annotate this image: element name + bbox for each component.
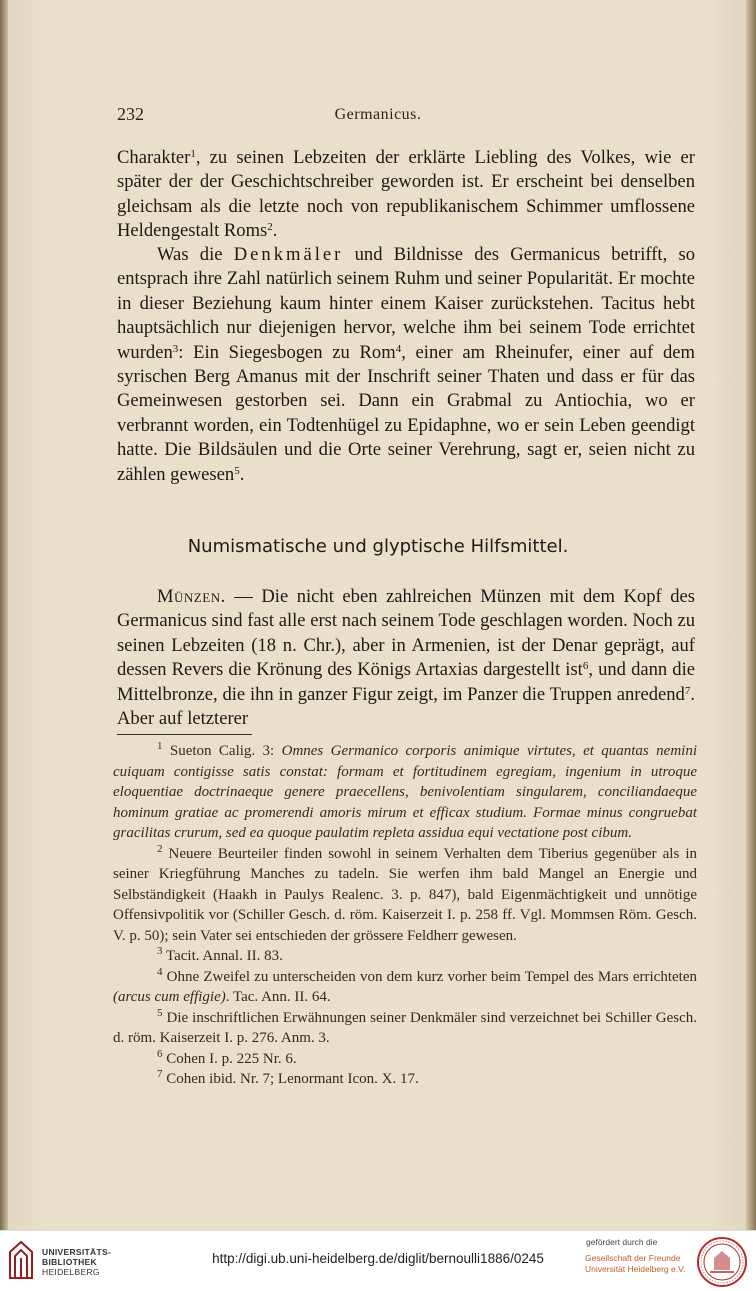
footnote-4: $^4$ Ohne Zweifel zu unterscheiden von dem kurz vorher beim Tempel des Mars errichteten (arcus cum effigie). Tac. Ann. II. 64.	[113, 965, 697, 1005]
paragraph-1: Charakter$^1$, zu seinen Lebzeiten der erklärte Liebling des Volkes, wie er später der der Geschichtschreiber geworden ist. Er erscheint bei denselben gleichsam als die letzte noch von republikanischem Schimmer umflossene Heldengestalt Roms$^2$.	[117, 147, 695, 242]
section-heading: Numismatische und glyptische Hilfsmittel.	[187, 536, 569, 557]
university-seal-icon	[696, 1236, 748, 1288]
spaced-term-denkmaeler: Denkmäler	[233, 244, 344, 265]
paragraph-3: Münzen. — Die nicht eben zahlreichen Münzen mit dem Kopf des Germanicus sind fast alle erst nach seinem Tode geschlagen worden. Noch zu seinen Lebzeiten (18 n. Chr.), aber in Armenien, ist der Denar geprägt, auf dessen Revers die Krönung des Königs Artaxias dargestellt ist$^6$, und dann die Mittelbronze, die ihn in ganzer Figur zeigt, im Panzer die Truppen anredend$^7$. Aber auf letzterer	[117, 586, 696, 730]
page-number: 232	[117, 104, 144, 124]
sponsor-name-line-1: Gesellschaft der Freunde	[585, 1253, 681, 1263]
library-name-line-2: BIBLIOTHEK	[42, 1257, 97, 1267]
library-name-line-3: HEIDELBERG	[42, 1267, 100, 1277]
running-title: Germanicus.	[334, 106, 422, 123]
footnotes	[113, 741, 697, 1090]
permalink-url[interactable]: http://digi.ub.uni-heidelberg.de/diglit/bernoulli1886/0245	[212, 1251, 544, 1266]
footnote-2: $^2$ Neuere Beurteiler finden sowohl in seinem Verhalten dem Tiberius gegenüber als in seiner Kriegführung Manches zu tadeln. Sie werfen ihm bald Mangel an Energie und Selbständigkeit (Haakh in Paulys Realenc. 3. p. 847), bald Eigenmächtigkeit und unnötige Offensivpolitik vor (Schiller Gesch. d. röm. Kaiserzeit I. p. 258 ff. Vgl. Mommsen Röm. Gesch. V. p. 50); sein Vater sei entschieden der grössere Feldherr gewesen.	[113, 842, 697, 944]
footnote-1: $^1$ Sueton Calig. 3: Omnes Germanico corporis animique virtutes, et quantas nemini cuiquam contigisse satis constat: formam et fortitudinem egregiam, ingenium in utroque eloquentiae doctrinaeque genere praecellens, benivolentiam singularem, conciliandaeque hominum gratiae ac promerendi amoris mirum et efficax studium. Formae minus congruebat gracilitas crurum, sed ea quoque paulatim repleta assidua equi vectatione post cibum.	[113, 740, 697, 841]
page-edge-left	[0, 0, 8, 1230]
library-name-line-1: UNIVERSITÄTS-	[42, 1247, 112, 1257]
page-edge-right	[746, 0, 756, 1230]
footnote-divider	[117, 734, 252, 735]
keyword-muenzen: Münzen.	[157, 586, 226, 607]
sponsor-intro: gefördert durch die	[586, 1237, 658, 1247]
footnote-5: $^5$ Die inschriftlichen Erwähnungen seiner Denkmäler sind verzeichnet bei Schiller Gesch. d. röm. Kaiserzeit I. p. 276. Anm. 3.	[113, 1006, 697, 1046]
footnote-6: $^6$ Cohen I. p. 225 Nr. 6.	[157, 1047, 297, 1067]
paragraph-2: Was die Denkmäler und Bildnisse des Germanicus betrifft, so entsprach ihre Zahl natürlich seinem Ruhm und seiner Popularität. Er mochte in dieser Beziehung kaum hinter einem Kaiser zurückstehen. Tacitus hebt hauptsächlich nur diejenigen hervor, welche ihm bei seinem Tode errichtet wurden$^3$: Ein Siegesbogen zu Rom$^4$, einer am Rheinufer, einer auf dem syrischen Berg Amanus mit der Inschrift seiner Thaten und dass er für das Gemeinwesen gestorben sei. Dann ein Grabmal zu Antiochia, wo er verbrannt worden, ein Todtenhügel zu Epidaphne, wo er sein Leben geendigt hatte. Die Bildsäulen und die Orte seiner Verehrung, sagt er, seien nicht zu zählen gewesen$^5$.	[117, 244, 695, 485]
sponsor-name-line-2: Universität Heidelberg e.V.	[585, 1264, 686, 1274]
footnote-7: $^7$ Cohen ibid. Nr. 7; Lenormant Icon. X. 17.	[157, 1068, 419, 1087]
footnote-3: $^3$ Tacit. Annal. II. 83.	[157, 945, 283, 964]
